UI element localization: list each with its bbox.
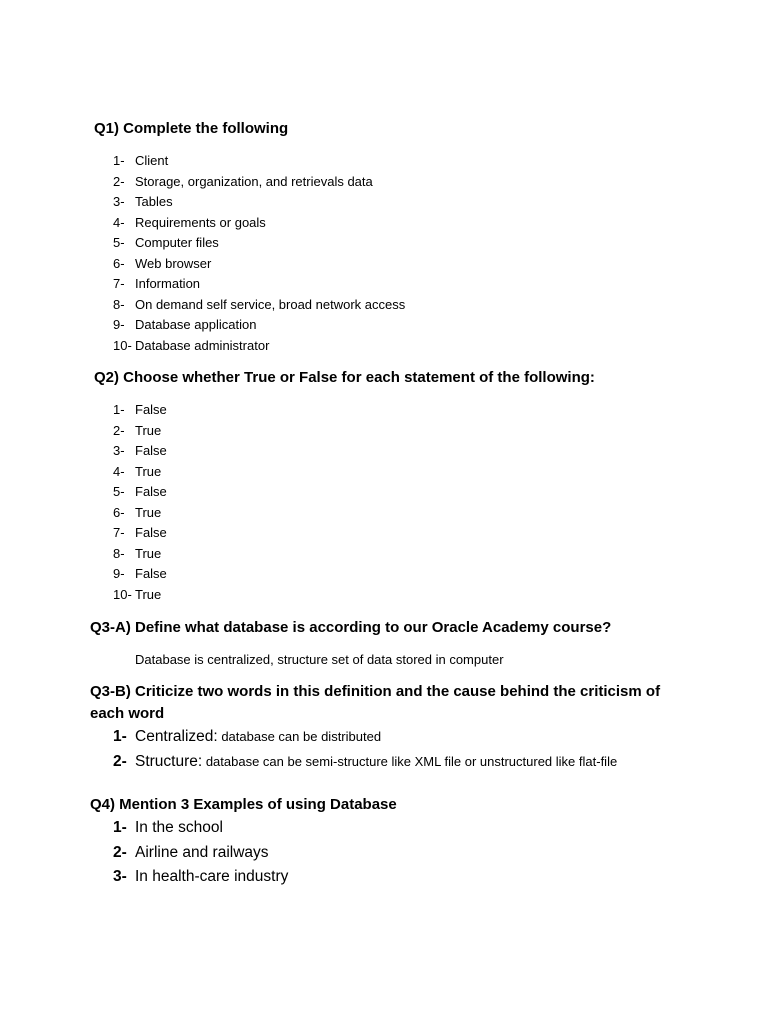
item-number: 1- bbox=[113, 728, 127, 745]
list-item bbox=[113, 274, 405, 295]
list-item bbox=[113, 462, 167, 483]
item-text: False bbox=[135, 525, 167, 540]
list-item bbox=[113, 482, 167, 503]
item-number: 3- bbox=[113, 868, 127, 885]
item-number: 2- bbox=[113, 422, 125, 438]
item-number: 5- bbox=[113, 235, 125, 250]
q3a-answer: Database is centralized, structure set of data stored in computer bbox=[135, 652, 504, 667]
item-text: True bbox=[135, 545, 162, 561]
item-text: Airline and railways bbox=[135, 843, 269, 861]
list-item bbox=[113, 151, 405, 172]
item-text: Information bbox=[135, 276, 201, 291]
list-item bbox=[113, 400, 167, 421]
item-text: True bbox=[135, 422, 162, 438]
list-item bbox=[113, 544, 167, 565]
item-text: True bbox=[135, 504, 162, 520]
item-number: 10- bbox=[113, 586, 132, 602]
item-number: 5- bbox=[113, 484, 125, 499]
item-number: 10- bbox=[113, 337, 132, 353]
item-text: False bbox=[135, 402, 167, 417]
item-text: Tables bbox=[135, 194, 173, 209]
item-number: 8- bbox=[113, 296, 125, 312]
item-number: 7- bbox=[113, 276, 125, 291]
item-text: Requirements or goals bbox=[135, 214, 266, 230]
criticized-word: Centralized: bbox=[135, 728, 218, 745]
item-number: 7- bbox=[113, 525, 125, 540]
list-item bbox=[113, 503, 167, 524]
item-text: Client bbox=[135, 153, 169, 168]
item-text: False bbox=[135, 484, 167, 499]
list-item bbox=[113, 865, 288, 890]
q3b-heading-line1: Q3-B) Criticize two words in this definition and the cause behind the criticism of bbox=[90, 683, 661, 700]
item-number: 1- bbox=[113, 402, 125, 417]
list-item bbox=[113, 441, 167, 462]
item-number: 9- bbox=[113, 317, 125, 332]
item-number: 6- bbox=[113, 255, 125, 271]
item-number: 2- bbox=[113, 752, 127, 770]
item-text: In the school bbox=[135, 819, 223, 836]
item-text: Database administrator bbox=[135, 337, 270, 353]
item-number: 6- bbox=[113, 504, 125, 520]
list-item bbox=[113, 295, 405, 316]
item-number: 8- bbox=[113, 545, 125, 561]
item-number: 2- bbox=[113, 173, 125, 189]
list-item bbox=[113, 233, 405, 254]
item-text: True bbox=[135, 463, 162, 479]
criticized-word: Structure: bbox=[135, 752, 203, 770]
list-item bbox=[113, 750, 617, 775]
list-item bbox=[113, 192, 405, 213]
item-number: 9- bbox=[113, 566, 125, 581]
item-number: 2- bbox=[113, 843, 127, 861]
item-text: Storage, organization, and retrievals data bbox=[135, 173, 373, 189]
item-text: True bbox=[135, 586, 162, 602]
item-number: 1- bbox=[113, 153, 125, 168]
list-item bbox=[113, 523, 167, 544]
item-number: 3- bbox=[113, 443, 125, 458]
item-number: 3- bbox=[113, 194, 125, 209]
list-item bbox=[113, 254, 405, 275]
item-text: In health-care industry bbox=[135, 868, 289, 885]
q2-heading: Q2) Choose whether True or False for each statement of the following: bbox=[94, 369, 595, 386]
list-item bbox=[113, 725, 617, 750]
item-text: On demand self service, broad network access bbox=[135, 296, 406, 312]
item-text: Computer files bbox=[135, 235, 219, 250]
item-text: Web browser bbox=[135, 255, 212, 271]
q4-answer-list bbox=[113, 816, 288, 890]
list-item bbox=[113, 841, 288, 866]
q1-answer-list bbox=[113, 151, 405, 356]
list-item bbox=[113, 213, 405, 234]
item-text: database can be semi-structure like XML file or unstructured like flat-file bbox=[202, 753, 618, 769]
item-text: False bbox=[135, 443, 167, 458]
item-number: 4- bbox=[113, 214, 125, 230]
q3b-heading-line2: each word bbox=[90, 705, 165, 722]
q3b-answer-list bbox=[113, 725, 617, 774]
item-text: database can be distributed bbox=[217, 729, 382, 744]
item-text: Database application bbox=[135, 317, 257, 332]
list-item bbox=[113, 816, 288, 841]
list-item bbox=[113, 336, 405, 357]
item-number: 1- bbox=[113, 819, 127, 836]
item-number: 4- bbox=[113, 463, 125, 479]
list-item bbox=[113, 172, 405, 193]
q4-heading: Q4) Mention 3 Examples of using Database bbox=[90, 796, 397, 813]
q3a-heading: Q3-A) Define what database is according to our Oracle Academy course? bbox=[90, 619, 612, 636]
q3b-heading bbox=[90, 681, 690, 725]
item-text: False bbox=[135, 566, 167, 581]
list-item bbox=[113, 421, 167, 442]
list-item bbox=[113, 315, 405, 336]
list-item bbox=[113, 585, 167, 606]
list-item bbox=[113, 564, 167, 585]
q1-heading: Q1) Complete the following bbox=[94, 120, 289, 137]
q2-answer-list bbox=[113, 400, 167, 605]
